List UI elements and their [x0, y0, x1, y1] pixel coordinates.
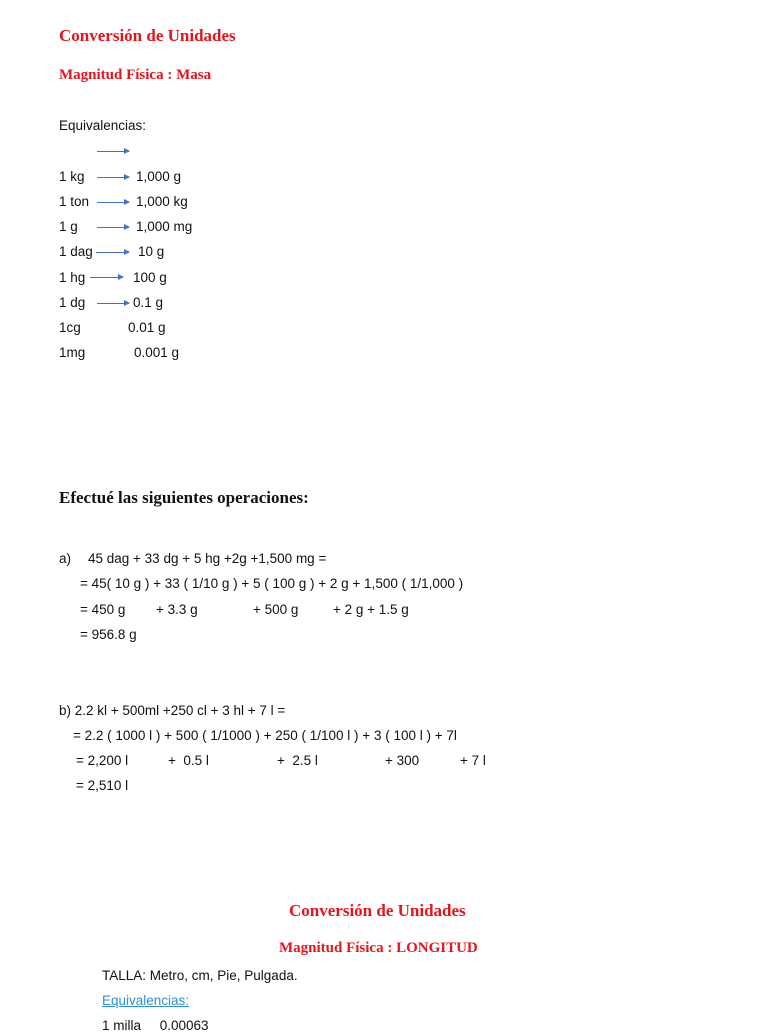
operation-a-step1: = 45( 10 g ) + 33 ( 1/10 g ) + 5 ( 100 g ) + 2 g + 1,500 ( 1/1,000 ) — [80, 576, 464, 591]
operation-b-expr: b) 2.2 kl + 500ml +250 cl + 3 hl + 7 l = — [59, 703, 286, 718]
operation-a-expr: 45 dag + 33 dg + 5 hg +2g +1,500 mg = — [88, 551, 327, 566]
equiv-unit: 1 kg — [59, 169, 85, 184]
arrow-icon — [97, 177, 129, 178]
equiv-value: 1,000 kg — [136, 194, 188, 209]
equiv-value: 100 g — [133, 270, 167, 285]
equiv-unit: 1 hg — [59, 270, 86, 285]
operation-b-step2-term: + 300 — [385, 753, 420, 768]
operation-a-step2-term: + 3.3 g — [156, 602, 198, 617]
equiv-unit: 1 dg — [59, 295, 86, 310]
arrow-icon — [90, 277, 123, 278]
operation-a-step2-term: = 450 g — [80, 602, 126, 617]
section2-title: Conversión de Unidades — [289, 901, 466, 920]
section2-subtitle: Magnitud Física : LONGITUD — [279, 940, 478, 956]
equiv-value: 0.01 g — [128, 320, 166, 335]
equiv-unit: 1mg — [59, 345, 86, 360]
equivalences-link[interactable]: Equivalencias: — [102, 993, 190, 1008]
page-title: Conversión de Unidades — [59, 26, 236, 45]
equiv-value: 10 g — [138, 244, 165, 259]
arrow-icon — [97, 227, 129, 228]
equiv-value: 0.1 g — [133, 295, 164, 310]
operations-heading: Efectué las siguientes operaciones: — [59, 488, 309, 507]
equiv-unit: 1 dag — [59, 244, 93, 259]
partial-equivalence-line: 1 milla 0.00063 — [102, 1018, 209, 1033]
equiv-value: 1,000 mg — [136, 219, 193, 234]
equiv-unit: 1cg — [59, 320, 81, 335]
arrow-icon — [97, 202, 129, 203]
operation-b-step1: = 2.2 ( 1000 l ) + 500 ( 1/1000 ) + 250 ( 1/100 l ) + 3 ( 100 l ) + 7l — [73, 728, 457, 743]
arrow-icon — [97, 303, 129, 304]
operation-b-step2-term: = 2,200 l — [76, 753, 129, 768]
operation-b-step2-term: + 7 l — [460, 753, 486, 768]
operation-b-step2-term: + 2.5 l — [277, 753, 318, 768]
equivalences-label: Equivalencias: — [59, 118, 147, 133]
operation-a-step2-term: + 2 g + 1.5 g — [333, 602, 409, 617]
operation-a-step2-term: + 500 g — [253, 602, 299, 617]
equiv-value: 0.001 g — [134, 345, 180, 360]
talla-text: TALLA: Metro, cm, Pie, Pulgada. — [102, 968, 298, 983]
arrow-icon — [96, 252, 129, 253]
arrow-icon — [97, 151, 129, 152]
equiv-value: 1,000 g — [136, 169, 182, 184]
operation-b-step2-term: + 0.5 l — [168, 753, 209, 768]
operation-a-result: = 956.8 g — [80, 627, 137, 642]
equiv-unit: 1 ton — [59, 194, 90, 209]
section-subtitle: Magnitud Física : Masa — [59, 67, 212, 83]
equiv-unit: 1 g — [59, 219, 78, 234]
operation-a-label: a) — [59, 551, 72, 566]
operation-b-result: = 2,510 l — [76, 778, 129, 793]
